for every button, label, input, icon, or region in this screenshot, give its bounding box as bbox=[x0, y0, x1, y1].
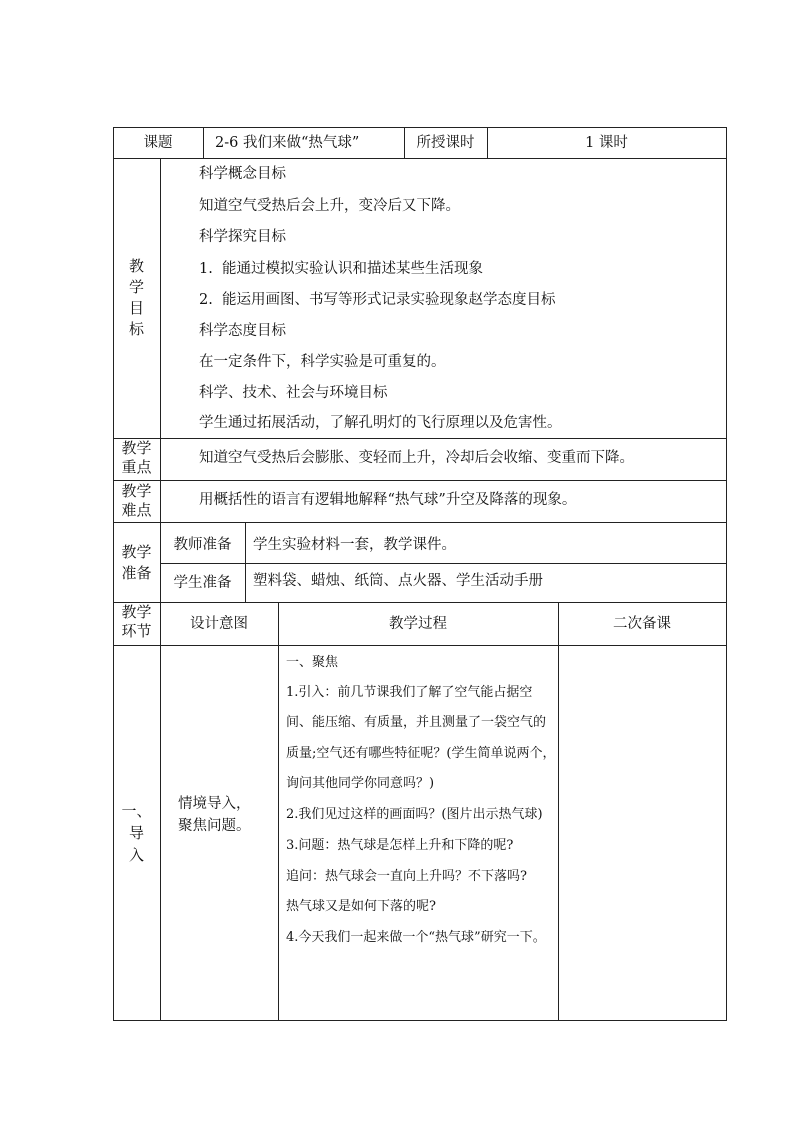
hours-value: 1 课时 bbox=[585, 135, 628, 151]
key-points-label bbox=[113, 439, 160, 477]
difficulties-label-text: 教学 难点 bbox=[121, 482, 152, 519]
row-divider bbox=[113, 645, 727, 646]
row-divider bbox=[113, 438, 727, 439]
row-divider bbox=[113, 602, 727, 603]
student-prep-label: 学生准备 bbox=[173, 575, 232, 591]
difficulties-text: 用概括性的语言有逻辑地解释“热气球”升空及降落的现象。 bbox=[199, 492, 577, 508]
hours-label: 所授课时 bbox=[416, 135, 475, 151]
objective-line: 2. 能运用画图、书写等形式记录实验现象赵学态度目标 bbox=[199, 292, 556, 308]
intent-header: 设计意图 bbox=[190, 616, 248, 632]
objectives-label bbox=[113, 256, 160, 340]
row-divider bbox=[113, 522, 727, 523]
col-divider bbox=[558, 602, 559, 1020]
preparation-label bbox=[113, 542, 160, 584]
process-paragraph: 3.问题：热气球是怎样上升和下降的呢? 追问：热气球会一直向上升吗？不下落吗? 热气球又是如何下落的呢? bbox=[286, 838, 527, 914]
intro-stage-label bbox=[113, 800, 160, 866]
teacher-prep-text: 学生实验材料一套，教学课件。 bbox=[253, 537, 456, 553]
key-points-label-text: 教学 重点 bbox=[121, 439, 152, 476]
table-border-bottom bbox=[113, 1020, 727, 1021]
intro-intent-text: 情境导入， 聚焦问题。 bbox=[178, 796, 251, 834]
col-divider bbox=[245, 522, 246, 602]
objective-line: 科学探究目标 bbox=[199, 229, 286, 245]
col-divider bbox=[203, 127, 204, 158]
teacher-prep-label: 教师准备 bbox=[173, 537, 232, 553]
objective-line: 学生通过拓展活动，了解孔明灯的飞行原理以及危害性。 bbox=[199, 415, 562, 431]
objective-line: 科学态度目标 bbox=[199, 323, 286, 339]
table-border-right bbox=[726, 127, 727, 1021]
objective-line: 在一定条件下，科学实验是可重复的。 bbox=[199, 354, 446, 370]
process-paragraph: 1.引入：前几节课我们了解了空气能占据空间、能压缩、有质量，并且测量了一袋空气的质量;空气还有哪些特征呢？(学生简单说两个，询问其他同学你同意吗？) bbox=[286, 684, 556, 791]
col-divider bbox=[278, 602, 279, 1020]
table-border-top bbox=[113, 127, 727, 128]
process-paragraph: 2.我们见过这样的画面吗？(图片出示热气球) bbox=[286, 807, 543, 822]
stage-header-text: 教学 环节 bbox=[121, 603, 152, 640]
notes-header: 二次备课 bbox=[613, 616, 671, 632]
student-prep-text: 塑料袋、蜡烛、纸筒、点火器、学生活动手册 bbox=[253, 573, 543, 589]
intro-stage-text: 一、 导 入 bbox=[121, 802, 152, 864]
row-divider bbox=[113, 158, 727, 159]
topic-value: 2-6 我们来做“热气球” bbox=[215, 135, 360, 151]
intro-process bbox=[286, 652, 556, 963]
key-points-text: 知道空气受热后会膨胀、变轻而上升，冷却后会收缩、变重而下降。 bbox=[199, 450, 634, 466]
objective-line: 科学概念目标 bbox=[199, 166, 286, 182]
topic-label: 课题 bbox=[143, 135, 173, 151]
objective-line: 科学、技术、社会与环境目标 bbox=[199, 385, 388, 401]
stage-header bbox=[113, 603, 160, 641]
objective-line: 1. 能通过模拟实验认识和描述某些生活现象 bbox=[199, 261, 484, 277]
process-paragraph: 一、聚焦 bbox=[286, 655, 339, 670]
preparation-label-text: 教学 准备 bbox=[121, 543, 152, 582]
process-header: 教学过程 bbox=[389, 616, 447, 632]
row-divider bbox=[113, 480, 727, 481]
difficulties-label bbox=[113, 482, 160, 520]
intro-intent bbox=[178, 793, 251, 837]
objective-line: 知道空气受热后会上升，变冷后又下降。 bbox=[199, 198, 460, 214]
process-paragraph: 4.今天我们一起来做一个“热气球”研究一下。 bbox=[286, 930, 546, 945]
objectives-label-text: 教 学 目 标 bbox=[128, 257, 144, 338]
